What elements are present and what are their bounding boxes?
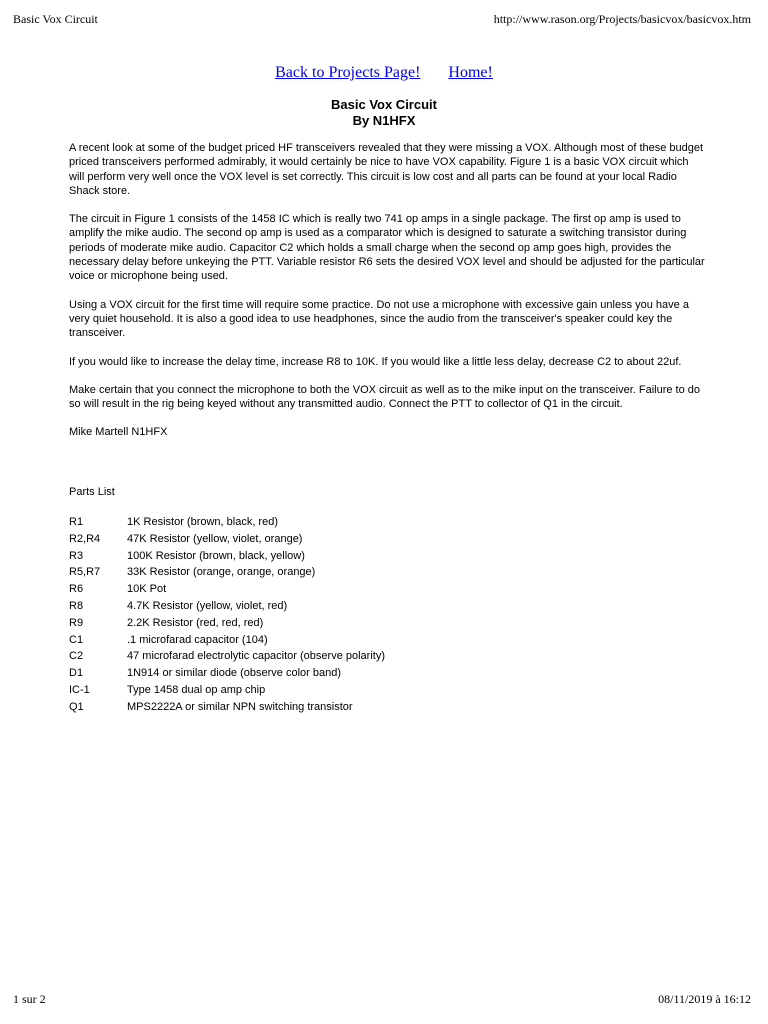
- paragraph: If you would like to increase the delay time, increase R8 to 10K. If you would like a little less delay, decrease C2 to about 22uf.: [69, 355, 682, 368]
- part-description: 1K Resistor (brown, black, red): [127, 516, 278, 529]
- parts-list-row: [69, 548, 705, 565]
- paragraph: Make certain that you connect the microphone to both the VOX circuit as well as to the mike input on the transceiver. Failure to do so will result in the rig being keyed without any transmitted audio. Connect the PTT to collector of Q1 in the circuit.: [69, 383, 701, 411]
- part-code: R3: [69, 549, 84, 562]
- part-code: C1: [69, 633, 84, 646]
- article-byline: By N1HFX: [352, 113, 416, 128]
- part-code: R9: [69, 616, 84, 629]
- paragraph: Using a VOX circuit for the first time will require some practice. Do not use a microphone with excessive gain unless you have a very quiet household. It is also a good idea to use headphones, since the audio from the transceiver's speaker could key the transceiver.: [69, 298, 689, 340]
- part-description: 47 microfarad electrolytic capacitor (observe polarity): [127, 650, 385, 663]
- article-title: Basic Vox Circuit: [331, 97, 437, 112]
- part-description: 100K Resistor (brown, black, yellow): [127, 549, 305, 562]
- part-description: 10K Pot: [127, 583, 167, 596]
- parts-list-row: [69, 648, 705, 665]
- parts-list-row: [69, 581, 705, 598]
- parts-list-row: [69, 699, 705, 716]
- part-code: R1: [69, 516, 84, 529]
- part-code: D1: [69, 667, 84, 680]
- print-timestamp: 08/11/2019 à 16:12: [658, 992, 751, 1006]
- parts-list-row: [69, 632, 705, 649]
- part-description: 47K Resistor (yellow, violet, orange): [127, 532, 303, 545]
- part-code: Q1: [69, 700, 84, 713]
- part-code: R5,R7: [69, 566, 101, 579]
- back-to-projects-link[interactable]: Back to Projects Page!: [275, 64, 421, 81]
- author-signature: Mike Martell N1HFX: [69, 426, 168, 439]
- part-code: IC-1: [69, 684, 90, 697]
- parts-list-row: [69, 514, 705, 531]
- part-description: 33K Resistor (orange, orange, orange): [127, 566, 316, 579]
- page-number: 1 sur 2: [13, 992, 46, 1006]
- parts-list-row: [69, 665, 705, 682]
- print-page-title: Basic Vox Circuit: [13, 12, 98, 26]
- part-description: 2.2K Resistor (red, red, red): [127, 616, 264, 629]
- parts-list-row: [69, 598, 705, 615]
- parts-list-row: [69, 615, 705, 632]
- part-description: 1N914 or similar diode (observe color band): [127, 667, 341, 680]
- parts-list-title: Parts List: [69, 485, 115, 498]
- home-link[interactable]: Home!: [448, 64, 493, 81]
- part-code: R6: [69, 583, 84, 596]
- parts-list-row: [69, 564, 705, 581]
- paragraph: A recent look at some of the budget priced HF transceivers revealed that they were missing a VOX. Although most of these budget priced transceivers performed admirably, it would certainly be nice to have VOX capability. Figure 1 is a basic VOX circuit which will perform very well once the VOX level is set correctly. This circuit is low cost and all parts can be found at your local Radio Shack store.: [69, 142, 704, 197]
- print-url: http://www.rason.org/Projects/basicvox/basicvox.htm: [493, 12, 751, 26]
- parts-list-row: [69, 682, 705, 699]
- part-description: 4.7K Resistor (yellow, violet, red): [127, 600, 288, 613]
- parts-list-row: [69, 531, 705, 548]
- article-heading: [0, 97, 768, 129]
- article-content: [69, 141, 705, 716]
- part-description: .1 microfarad capacitor (104): [127, 633, 268, 646]
- part-code: R8: [69, 600, 84, 613]
- part-description: MPS2222A or similar NPN switching transistor: [127, 700, 353, 713]
- top-navigation: [0, 64, 768, 82]
- part-code: C2: [69, 650, 84, 663]
- parts-list: [69, 514, 705, 716]
- part-code: R2,R4: [69, 532, 101, 545]
- paragraph: The circuit in Figure 1 consists of the 1458 IC which is really two 741 op amps in a single package. The first op amp is used to amplify the mike audio. The second op amp is used as a comparator which is designed to saturate a switching transistor during periods of moderate mike audio. Capacitor C2 which holds a small charge when the second op amp goes high, provides the necessary delay before unkeying the PTT. Variable resistor R6 sets the desired VOX level and should be adjusted for the particular voice or microphone being used.: [69, 213, 705, 283]
- part-description: Type 1458 dual op amp chip: [127, 684, 266, 697]
